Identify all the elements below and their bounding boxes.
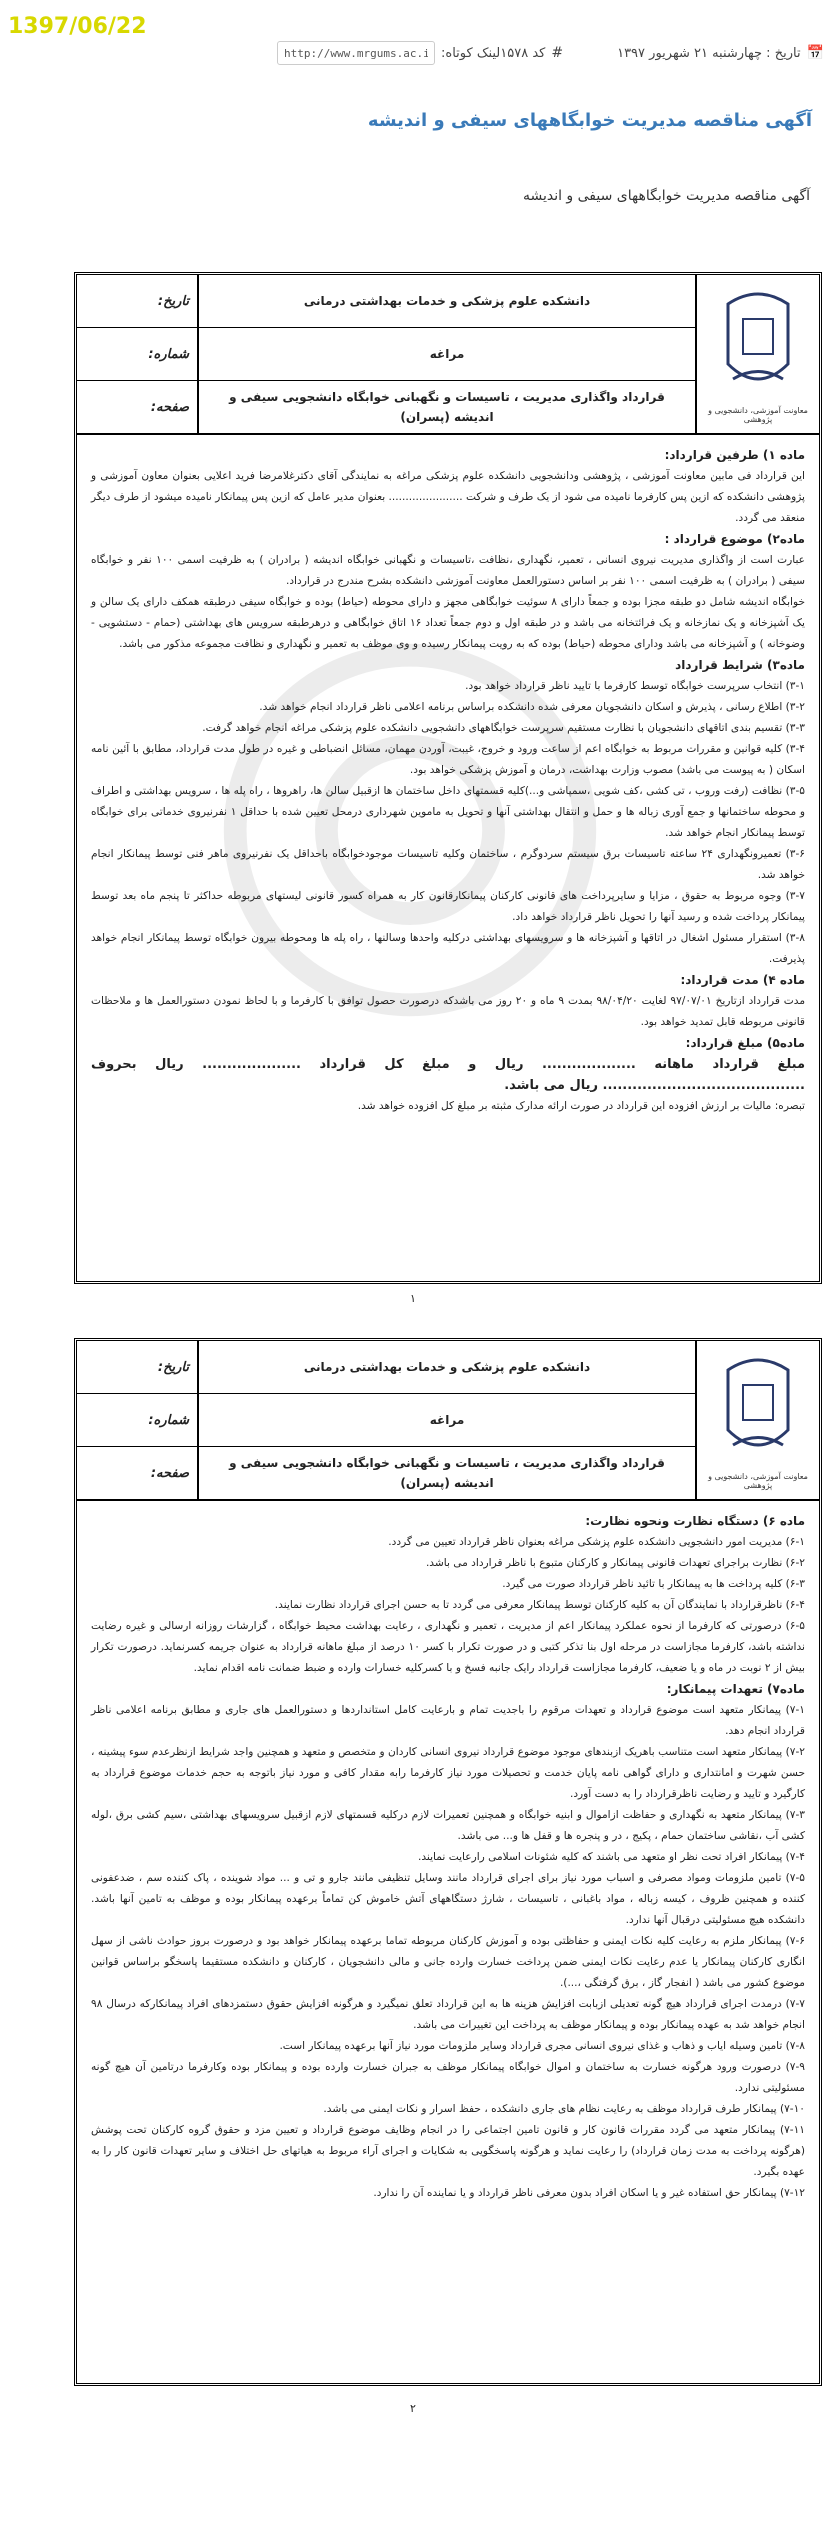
clause-text: تبصره: مالیات بر ارزش افزوده این قرارداد در صورت ارائه مدارک مثبته بر مبلغ کل افزوده خواهد شد. xyxy=(357,1100,805,1112)
short-link-label: لینک کوتاه: xyxy=(441,45,501,61)
clause-heading: ماده ۴) مدت قرارداد: xyxy=(680,973,805,987)
article-date-text: تاریخ : چهارشنبه ۲۱ شهریور ۱۳۹۷ xyxy=(617,45,801,61)
clause-text: ۷-۶) پیمانکار ملزم به رعایت کلیه نکات ایمنی و حفاظتی بوده و آموزش کارکنان مربوطه تماما برعهده پیمانکار خواهد بود و درصورت بروز حوادث ناشی از سهل انگاری کارکنان پیمانکار یا عدم رعایت نکات ایمنی ضمن پرداخت خسارت وارده جانی و مالی دانشجویان ، کارکنان و دانشکده مستقیما پاسخگو براساس قوانین موضوع کشور می باشد ( انفجار گاز ، برق گرفتگی ،...). xyxy=(91,1935,805,1989)
clause-text: ۷-۱۲) پیمانکار حق استفاده غیر و یا اسکان افراد بدون معرفی ناظر قرارداد و یا نماینده آن را ندارد. xyxy=(373,2187,805,2199)
clause-heading: ماده۳) شرایط قرارداد xyxy=(675,658,805,672)
clause-text: ۷-۱) پیمانکار متعهد است موضوع قرارداد و تعهدات مرقوم را باجدیت تمام و بارعایت کامل استانداردها و دستورالعمل های جاری و مطابق برنامه اعلامی ناظر قرارداد انجام دهد. xyxy=(91,1704,805,1737)
clause-text: مبلغ قرارداد ماهانه ................... ریال و مبلغ کل قرارداد .................... ریال بحروف ......................................... ریال می باشد. xyxy=(91,1057,805,1093)
article-date xyxy=(617,45,824,61)
clause-text: ۶-۱) مدیریت امور دانشجویی دانشکده علوم پزشکی مراغه بعنوان ناظر قرارداد تعیین می گردد. xyxy=(388,1536,805,1548)
document-page-2 xyxy=(74,1338,822,2386)
clause-text: ۷-۱۰) پیمانکار طرف قرارداد موظف به رعایت نظام های جاری دانشکده ، حفظ اسرار و نکات ایمنی می باشد. xyxy=(323,2103,805,2115)
clause-text: ۷-۳) پیمانکار متعهد به نگهداری و حفاظت ازاموال و ابنیه خوابگاه و همچنین تعمیرات لازم درکلیه قسمتهای لازم ازقبیل سرویسهای بهداشتی ،سیم کشی برق ،لوله کشی آب ،نقاشی ساختمان حمام ، پکیج ، در و پنجره ها و قفل ها و... می باشد. xyxy=(91,1809,805,1842)
clause-text: ۳-۱) انتخاب سرپرست خوابگاه توسط کارفرما با تایید ناظر قرارداد خواهد بود. xyxy=(465,680,805,692)
header-fields xyxy=(77,1341,197,1499)
page-header xyxy=(77,275,819,435)
clause-text: ۷-۷) درمدت اجرای قرارداد هیچ گونه تعدیلی ازبابت افزایش هزینه ها به این قرارداد تعلق نمیگیرد و هرگونه افزایش حقوق دستمزدهای افراد پیمانکارکه درسال ۹۸ انجام خواهد شد به عهده پیمانکار بوده و پیمانکار موظف به پرداخت این تغییرات می باشد. xyxy=(91,1998,805,2031)
article-code-text: کد ۱۵۷۸ xyxy=(500,45,546,61)
clause-text: ۷-۹) درصورت ورود هرگونه خسارت به ساختمان و اموال خوابگاه پیمانکار موظف به جبران خسارت وارده بوده و پیمانکار بوده وکارفرما درتامین آن هیچ گونه مسئولیتی ندارد. xyxy=(91,2061,805,2094)
clause-text: ۷-۲) پیمانکار متعهد است متناسب باهریک ازبندهای موجود موضوع قرارداد نیروی انسانی کاردان و متخصص و متعهد و همچنین واجد شرایط ازنظرعدم سوء پیشینه ، حسن شهرت و امانتداری و دارای گواهی نامه پایان خدمت و تحصیلات مورد نیاز کارفرما رابه مقدار کافی و مورد نیاز باتوجه به حجم خدمات موضوع قرارداد به کارگیرد و تایید و رضایت ناظرقرارداد را به دست آورد. xyxy=(91,1746,805,1800)
clause-heading: ماده۲) موضوع قرارداد : xyxy=(664,532,805,546)
clause-heading: ماده ۱) طرفین قرارداد: xyxy=(664,448,805,462)
date-field-label: تاریخ: xyxy=(77,275,197,328)
emblem-icon xyxy=(708,1350,808,1470)
hash-icon: # xyxy=(551,45,564,61)
date-stamp: 1397/06/22 xyxy=(8,14,147,39)
number-field-label: شماره: xyxy=(77,1394,197,1447)
short-link xyxy=(277,41,500,65)
clause-text: ۳-۶) تعمیرونگهداری ۲۴ ساعته تاسیسات برق سیستم سردوگرم ، ساختمان وکلیه تاسیسات موجودخوابگاه باحداقل یک نفرنیروی ماهر فنی توسط پیمانکار انجام خواهد شد. xyxy=(91,848,805,881)
header-titles xyxy=(197,275,695,433)
clause-text: این قرارداد فی مابین معاونت آموزشی ، پژوهشی ودانشجویی دانشکده علوم پزشکی مراغه به نمایندگی آقای دکترغلامرضا فرید اعلایی بعنوان معاون آموزشی و پژوهشی دانشکده که ازین پس کارفرما نامیده می شود از یک طرف و شرکت ...................... بعنوان مدیر عامل که ازین پس پیمانکار نامیده میشود از طرف دیگر منعقد می گردد. xyxy=(91,470,805,524)
clause-text: خوابگاه اندیشه شامل دو طبقه مجزا بوده و جمعاً دارای ۸ سوئیت خوابگاهی مجهز و دارای محوطه (حیاط) بوده و خوابگاه سیفی درطبقه همکف دارای یک سالن و یک آشپزخانه و یک نمازخانه و یک فرائتخانه می باشد و در طبقه اول و دوم جمعاً تعداد ۱۶ اتاق خوابگاهی و درهرطبقه سرویس های بهداشتی (حمام - دستشویی - وضوخانه ) و آشپزخانه می باشد ودارای محوطه (حیاط) بوده که به رویت پیمانکار رسیده و وی موظف به تعمیر و نگهداری و نظافت مجموعه مذکور می باشد. xyxy=(91,596,805,650)
contract-body xyxy=(77,1501,819,2204)
calendar-icon: 📅 xyxy=(806,45,824,61)
logo-caption: معاونت آموزشی، دانشجویی و پژوهشی xyxy=(708,406,808,424)
university-logo xyxy=(695,275,819,433)
clause-text: ۶-۴) ناظرقرارداد با نمایندگان آن به کلیه کارکنان توسط پیمانکار معرفی می گردد تا به حسن اجرای قرارداد نظارت نمایند. xyxy=(274,1599,805,1611)
page-header xyxy=(77,1341,819,1501)
university-logo xyxy=(695,1341,819,1499)
clause-text: مدت قرارداد ازتاریخ ۹۷/۰۷/۰۱ لغایت ۹۸/۰۴/۲۰ بمدت ۹ ماه و ۲۰ روز می باشدکه درصورت حصول توافق با کارفرما و با لحاظ نمودن دستورالعمل ها و ملاحظات قانونی مربوطه قابل تمدید خواهد بود. xyxy=(91,995,806,1028)
short-link-input[interactable] xyxy=(277,41,435,65)
clause-text: عبارت است از واگذاری مدیریت نیروی انسانی ، تعمیر، نگهداری ،نظافت ،تاسیسات و نگهبانی خوابگاه اندیشه ( برادران ) به ظرفیت اسمی ۱۰۰ نفر و خوابگاه سیفی ( برادران ) به ظرفیت اسمی ۱۰۰ نفر بر اساس دستورالعمل معاونت آموزشی دانشکده بشرح مندرج در قرارداد. xyxy=(91,554,805,587)
contract-body xyxy=(77,435,819,1117)
article-code xyxy=(500,45,563,61)
number-field-label: شماره: xyxy=(77,328,197,381)
city-name: مراغه xyxy=(199,328,695,381)
page-number: ۱ xyxy=(410,1292,416,1305)
clause-text: ۷-۵) تامین ملزومات ومواد مصرفی و اسباب مورد نیاز برای اجرای قرارداد مانند وسایل تنظیفی مانند جارو و تی و ... مواد شوینده ، پاک کننده سم ، ضدعفونی کننده و همچنین ظروف ، کیسه زباله ، مواد باغبانی ، تاسیسات ، شارژ دستگاههای آتش خاموش کن تماماً برعهده پیمانکار بوده و موظف به تامین آنها باشد. دانشکده هیچ مسئولیتی درقبال آنها ندارد. xyxy=(91,1872,805,1926)
clause-text: ۳-۵) نظافت (رفت وروب ، تی کشی ،کف شویی ،سمپاشی و...)کلیه قسمتهای داخل ساختمان ها ازقبیل سالن ها، راهروها ، راه پله ها ، سرویس بهداشتی و اطراف و محوطه ساختمانها و جمع آوری زباله ها و حمل و انتقال بهداشتی آنها و تحویل به ماموین شهرداری درمحل تعیین شده با حداقل ۱ نفرنیروی خدماتی برای خوابگاه توسط پیمانکار انجام خواهد شد. xyxy=(91,785,805,839)
clause-heading: ماده۷) تعهدات پیمانکار: xyxy=(666,1682,805,1696)
org-name: دانشکده علوم پزشکی و خدمات بهداشتی درمانی xyxy=(199,275,695,328)
clause-text: ۷-۴) پیمانکار افراد تحت نظر او متعهد می باشند که کلیه شئونات اسلامی رارعایت نمایند. xyxy=(417,1851,805,1863)
contract-title: قرارداد واگذاری مدیریت ، تاسیسات و نگهبانی خوابگاه دانشجویی سیفی و اندیشه (پسران) xyxy=(229,1456,665,1490)
page-field-label: صفحه: xyxy=(150,1465,189,1481)
clause-text: ۷-۱۱) پیمانکار متعهد می گردد مقررات قانون کار و قانون تامین اجتماعی را در انجام وظایف موضوع قرارداد و تعیین مزد و حقوق گروه کارکنان تحت پوشش (هرگونه پرداخت به مدت زمان قرارداد) را رعایت نماید و هرگونه پاسخگویی به شکایات و اجرای آراء مربوط به هیاتهای حل اختلاف و سایر تعهدات قانون کار را به عهده بگیرد. xyxy=(91,2124,805,2178)
org-name: دانشکده علوم پزشکی و خدمات بهداشتی درمانی xyxy=(199,1341,695,1394)
logo-caption: معاونت آموزشی، دانشجویی و پژوهشی xyxy=(708,1472,808,1490)
clause-text: ۳-۲) اطلاع رسانی ، پذیرش و اسکان دانشجویان معرفی شده دانشکده براساس برنامه اعلامی ناظر قرارداد انجام خواهد شد. xyxy=(259,701,805,713)
clause-text: ۳-۷) وجوه مربوط به حقوق ، مزایا و سایرپرداخت های قانونی کارکنان پیمانکارقانون کار به همراه کسور قانونی لیستهای مربوطه حداکثر تا پنجم ماه بعد توسط پیمانکار پرداخت شده و رسید آنها را تحویل ناظر قرارداد خواهد داد. xyxy=(91,890,805,923)
header-fields xyxy=(77,275,197,433)
article-meta-bar xyxy=(16,34,824,72)
document-page-1 xyxy=(74,272,822,1284)
header-titles xyxy=(197,1341,695,1499)
clause-text: ۶-۲) نظارت براجرای تعهدات قانونی پیمانکار و کارکنان متبوع با ناظر قرارداد می باشد. xyxy=(425,1557,805,1569)
page-subtitle: آگهی مناقصه مدیریت خوابگاههای سیفی و اندیشه xyxy=(522,188,810,204)
page-field-label: صفحه: xyxy=(150,399,189,415)
contract-title: قرارداد واگذاری مدیریت ، تاسیسات و نگهبانی خوابگاه دانشجویی سیفی و اندیشه (پسران) xyxy=(229,390,665,424)
date-field-label: تاریخ: xyxy=(77,1341,197,1394)
clause-heading: ماده۵) مبلغ قرارداد: xyxy=(685,1036,805,1050)
clause-text: ۳-۳) تقسیم بندی اتاقهای دانشجویان با نظارت مستقیم سرپرست خوابگاههای دانشجویی دانشکده علوم پزشکی مراغه انجام خواهد گرفت. xyxy=(202,722,805,734)
clause-text: ۷-۸) تامین وسیله ایاب و ذهاب و غذای نیروی انسانی مجری قرارداد وسایر ملزومات مورد نیاز آنها برعهده پیمانکار است. xyxy=(279,2040,805,2052)
clause-text: ۳-۴) کلیه قوانین و مقررات مربوط به خوابگاه اعم از ساعت ورود و خروج، غیبت، آوردن مهمان، مسائل انضباطی و غیره در طول مدت قرارداد، مطابق با آئین نامه اسکان ( به پیوست می باشد) مصوب وزارت بهداشت، درمان و آموزش پزشکی خواهد بود. xyxy=(91,743,805,776)
page-title: آگهی مناقصه مدیریت خوابگاههای سیفی و اندیشه xyxy=(367,110,812,131)
page-number: ۲ xyxy=(410,2402,416,2415)
clause-text: ۶-۳) کلیه پرداخت ها به پیمانکار با تائید ناظر قرارداد صورت می گیرد. xyxy=(502,1578,805,1590)
emblem-icon xyxy=(708,284,808,404)
clause-text: ۳-۸) استقرار مسئول اشغال در اتاقها و آشپزخانه ها و سرویسهای بهداشتی درکلیه واحدها وسالنها ، راه پله ها ومحوطه بیرون خوابگاه توسط پیمانکار انجام خواهد پذیرفت. xyxy=(91,932,805,965)
clause-heading: ماده ۶) دستگاه نظارت ونحوه نظارت: xyxy=(585,1514,805,1528)
clause-text: ۶-۵) درصورتی که کارفرما از نحوه عملکرد پیمانکار اعم از مدیریت ، تعمیر و نگهداری ، رعایت بهداشت محیط خوابگاه ، گزارشات روزانه ارسالی و غیره رضایت نداشته باشد، کارفرما مجازاست در مرحله اول بنا تذکر کتبی و در صورت تکرار با کسر ۱۰ درصد از مبلغ ماهانه قرارداد به عنوان جریمه کسرنماید. درصورت تکرار بیش از ۲ نوبت در ماه و یا ضعیف، کارفرما مجازاست قرارداد رایک جانبه فسخ و با کسرکلیه خسارات وارده و ضبط ضمانت نامه اقدام نماید. xyxy=(91,1620,805,1674)
city-name: مراغه xyxy=(199,1394,695,1447)
